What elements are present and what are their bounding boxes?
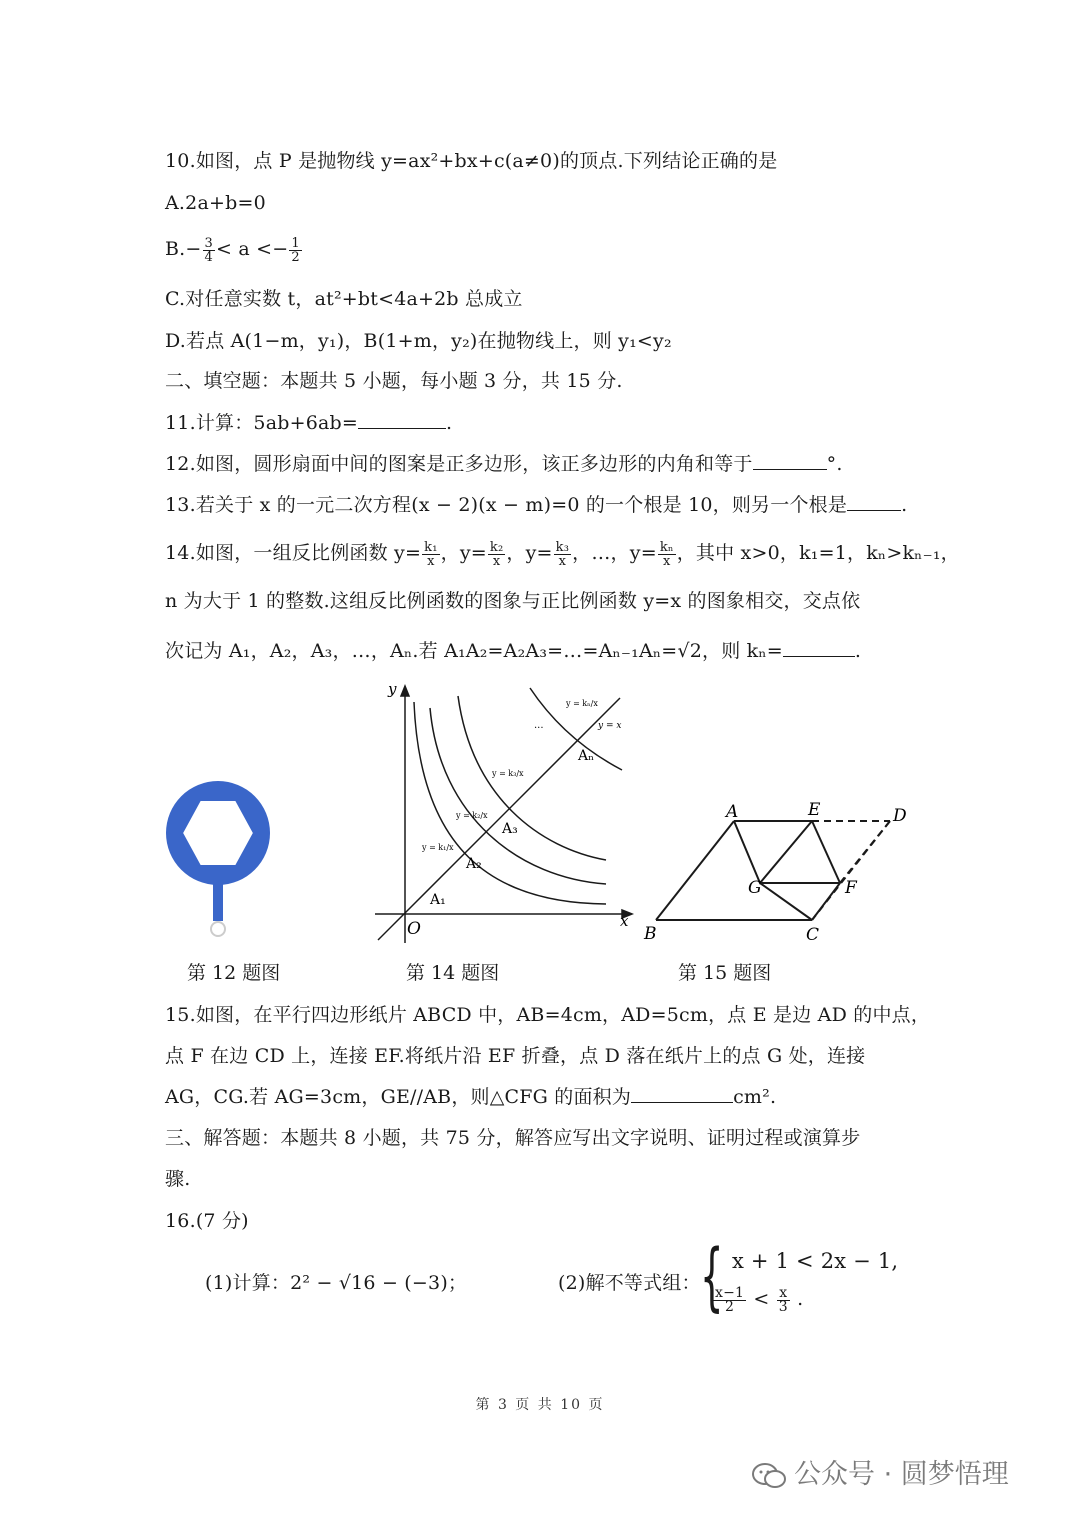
figure-15-parallelogram [640, 795, 920, 950]
watermark: 公众号 · 圆梦悟理 [752, 1452, 1009, 1491]
fan-handle [213, 883, 223, 921]
svg-text:A₁: A₁ [430, 892, 446, 908]
fraction-1-2: $\frac{1}{2}$ [291, 235, 300, 265]
handle-ring [211, 922, 225, 936]
q11: 11.计算：5ab+6ab= . [165, 412, 453, 434]
q12: 12.如图，圆形扇面中间的图案是正多边形，该正多边形的内角和等于 °. [165, 453, 843, 475]
svg-text:A₂: A₂ [466, 856, 482, 872]
svg-text:y = k₁/x: y = k₁/x [422, 843, 454, 852]
svg-text:C: C [806, 925, 820, 945]
caption-fig-14: 第 14 题图 [406, 962, 500, 984]
section-3-line2: 骤. [165, 1168, 191, 1190]
section-2-heading: 二、填空题：本题共 5 小题，每小题 3 分，共 15 分. [165, 370, 623, 392]
svg-text:x: x [620, 912, 629, 930]
svg-text:...: ... [534, 720, 544, 731]
q14-line3: 次记为 A₁，A₂，A₃，…，Aₙ.若 A₁A₂=A₂A₃=…=Aₙ₋₁Aₙ=√2，则 kₙ= . [165, 640, 862, 662]
ineq-1: x + 1 < 2x − 1, [732, 1249, 899, 1273]
chat-bubbles-icon [752, 1463, 786, 1489]
svg-text:E: E [808, 800, 821, 820]
svg-text:B: B [644, 924, 657, 944]
svg-text:y: y [388, 680, 397, 698]
figure-14-graph [370, 678, 645, 950]
figure-12-fan [160, 775, 280, 950]
page-footer: 第 3 页 共 10 页 [475, 1397, 605, 1413]
q14-line1: 14.如图，一组反比例函数 y= $\frac{\text{k₁}}{x}$ ，y= $\frac{\text{k₂}}{x}$ ，y= $\frac{\text{k₃}}{x}$ ，…，y= $\frac{\text{kₙ}}{x}$ ，其中 x>0，k₁=1，kₙ>kₙ₋₁， [165, 539, 960, 569]
svg-text:F: F [845, 878, 857, 898]
q15-line2: 点 F 在边 CD 上，连接 EF.将纸片沿 EF 折叠，点 D 落在纸片上的点 G 处，连接 [165, 1045, 866, 1067]
curve-k2 [430, 708, 606, 884]
q14-line2: n 为大于 1 的整数.这组反比例函数的图象与正比例函数 y=x 的图象相交，交点依 [165, 590, 861, 612]
q10-option-b: B.− $\frac{3}{4}$ < a <− $\frac{1}{2}$ [165, 235, 300, 265]
q10-stem: 10.如图，点 P 是抛物线 y=ax²+bx+c(a≠0)的顶点.下列结论正确的是 [165, 150, 778, 172]
curve-k1 [414, 702, 606, 904]
caption-fig-12: 第 12 题图 [187, 962, 281, 984]
q15-line3: AG，CG.若 AG=3cm，GE//AB，则△CFG 的面积为 cm². [165, 1086, 777, 1108]
q10-option-a: A.2a+b=0 [165, 192, 266, 214]
q10-option-c: C.对任意实数 t，at²+bt<4a+2b 总成立 [165, 288, 523, 310]
svg-text:y = kₙ/x: y = kₙ/x [566, 699, 598, 708]
q10-option-d: D.若点 A(1−m，y₁)，B(1+m，y₂)在抛物线上，则 y₁<y₂ [165, 330, 672, 352]
svg-text:A: A [726, 802, 739, 822]
q15-line1: 15.如图，在平行四边形纸片 ABCD 中，AB=4cm，AD=5cm，点 E 是边 AD 的中点， [165, 1004, 931, 1026]
svg-text:y = k₃/x: y = k₃/x [492, 769, 524, 778]
svg-text:Aₙ: Aₙ [578, 748, 595, 764]
svg-text:O: O [407, 919, 421, 939]
left-brace-icon: { [700, 1234, 724, 1320]
svg-text:D: D [893, 806, 907, 826]
svg-text:G: G [748, 878, 762, 898]
q13: 13.若关于 x 的一元二次方程(x − 2)(x − m)=0 的一个根是 10，则另一个根是 . [165, 494, 908, 516]
svg-text:y = k₂/x: y = k₂/x [456, 811, 488, 820]
section-3-line1: 三、解答题：本题共 8 小题，共 75 分，解答应写出文字说明、证明过程或演算步 [165, 1127, 861, 1149]
svg-text:A₃: A₃ [502, 821, 518, 837]
q16-part1: (1)计算：2² − √16 − (−3)； [205, 1272, 468, 1294]
fraction-3-4: $\frac{3}{4}$ [204, 235, 214, 265]
ineq-2: $\frac{x-1}{2}$ < $\frac{x}{3}$ . [715, 1284, 804, 1315]
curve-k3 [458, 696, 606, 860]
q16-heading: 16.(7 分) [165, 1210, 249, 1232]
caption-fig-15: 第 15 题图 [678, 962, 772, 984]
q16-part2-label: (2)解不等式组： [558, 1272, 701, 1294]
svg-text:y = x: y = x [598, 721, 622, 731]
